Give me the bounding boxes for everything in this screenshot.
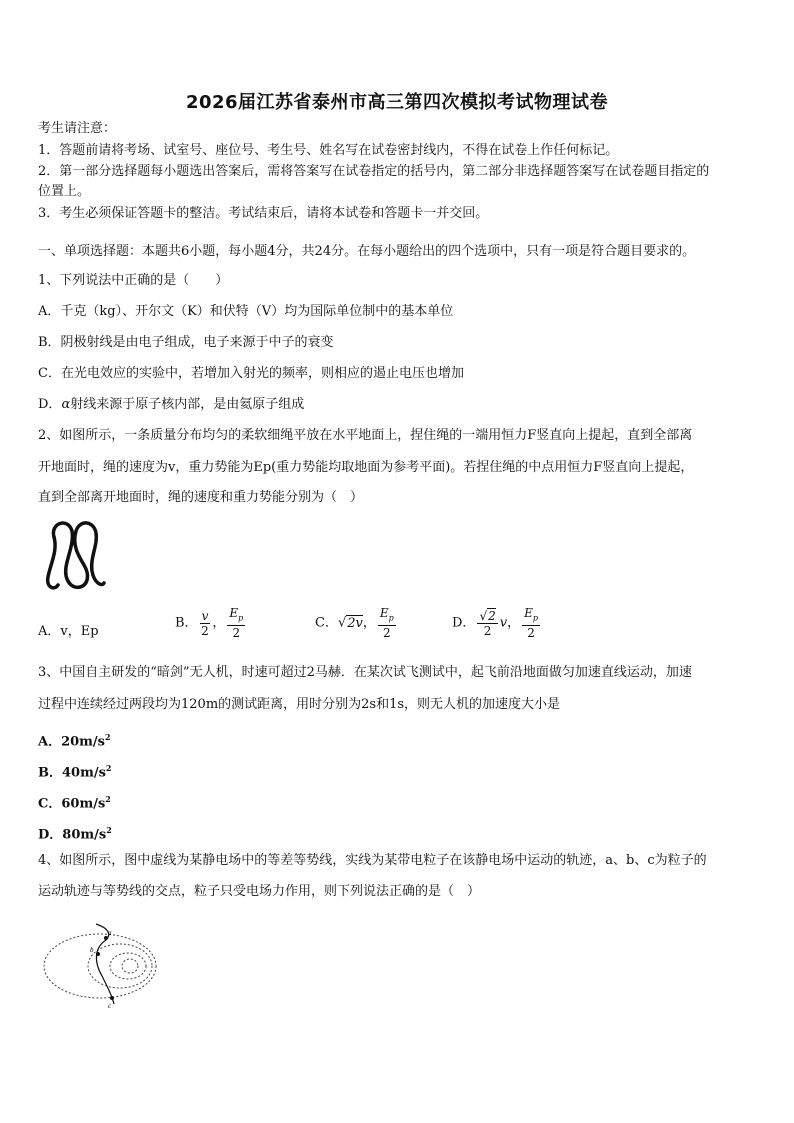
q2-option-b: B． $\frac{v}{2}$ ， $\frac{E_p}{2}$: [175, 606, 244, 641]
q2-option-d: D． $\frac{√2}{2}$ v， $\frac{E_p}{2}$: [452, 606, 538, 641]
fraction-ep-over-2: $\frac{E_p}{2}$: [229, 606, 244, 641]
q1-option-c: C．在光电效应的实验中，若增加入射光的频率，则相应的遏止电压也增加: [38, 366, 464, 381]
q1-option-a: A．千克（kg）、开尔文（K）和伏特（V）均为国际单位制中的基本单位: [38, 304, 454, 319]
fraction-ep-over-2: $\frac{E_p}{2}$: [379, 606, 394, 641]
q2-b-label: B．: [175, 615, 198, 631]
q3-option-c: C．$60m/s^2$: [38, 794, 111, 812]
fraction-v-over-2: $\frac{v}{2}$: [201, 608, 209, 638]
label-a: a: [108, 929, 112, 937]
notice-item-3: 3．考生必须保证答题卡的整洁。考试结束后，请将本试卷和答题卡一并交回。: [38, 206, 489, 221]
sqrt-2v: 2v: [347, 615, 363, 631]
q4-line-1: 4、如图所示，图中虚线为某静电场中的等差等势线，实线为某带电粒子在该静电场中运动的轨迹，a、b、c为粒子的: [38, 853, 707, 868]
q2-d-label: D．: [452, 615, 476, 631]
q1-option-b: B．阴极射线是由电子组成，电子来源于中子的衰变: [38, 335, 334, 350]
notice-item-2: 2．第一部分选择题每小题选出答案后，需将答案写在试卷指定的括号内，第二部分非选择题答案写在试卷题目指定的: [38, 164, 710, 179]
alpha-symbol: α: [61, 397, 71, 412]
q3-line-2: 过程中连续经过两段均为120m的测试距离，用时分别为2s和1s，则无人机的加速度大小是: [38, 697, 561, 712]
notice-item-2-cont: 位置上。: [38, 184, 91, 199]
equipotential-figure: [38, 918, 163, 1008]
q2-line-3: 直到全部离开地面时，绳的速度和重力势能分别为（ ）: [38, 490, 364, 505]
q3-option-a: A．$20m/s^2$: [38, 732, 111, 750]
q2-option-c: C．√2v， $\frac{E_p}{2}$: [315, 606, 394, 641]
q3-option-b: B．$40m/s^2$: [38, 763, 112, 781]
q1-stem: 1、下列说法中正确的是（ ）: [38, 273, 229, 288]
fraction-sqrt2-over-2: $\frac{√2}{2}$: [479, 609, 496, 639]
point-c: [110, 996, 114, 1000]
q1-d-prefix: D．: [38, 397, 62, 412]
page-title: 2026届江苏省泰州市高三第四次模拟考试物理试卷: [185, 92, 609, 113]
q3-line-1: 3、中国自主研发的“暗剑”无人机，时速可超过2马赫．在某次试飞测试中，起飞前沿地面做匀加速直线运动，加速: [38, 665, 692, 680]
q2-c-label: C．: [315, 615, 338, 631]
point-b: [96, 952, 100, 956]
q4-line-2: 运动轨迹与等势线的交点，粒子只受电场力作用，则下列说法正确的是（ ）: [38, 884, 481, 899]
q2-option-a: A．v，Ep: [38, 624, 99, 639]
q1-d-text: 射线来源于原子核内部，是由氦原子组成: [70, 397, 305, 412]
rope-figure: [40, 515, 112, 595]
notice-item-1: 1．答题前请将考场、试室号、座位号、考生号、姓名写在试卷密封线内，不得在试卷上作任何标记。: [38, 143, 619, 158]
q3-option-d: D．$80m/s^2$: [38, 825, 112, 843]
label-c: c: [108, 1002, 112, 1008]
label-b: b: [90, 946, 94, 954]
fraction-ep-over-2: $\frac{E_p}{2}$: [524, 606, 538, 641]
section-heading: 一、单项选择题：本题共6小题，每小题4分，共24分。在每小题给出的四个选项中，只有一项是符合题目要求的。: [38, 244, 696, 259]
q1-option-d: [38, 396, 304, 414]
notice-heading: 考生请注意：: [38, 121, 117, 136]
q2-line-2: 开地面时，绳的速度为v，重力势能为Ep(重力势能均取地面为参考平面)。若捏住绳的中点用恒力F竖直向上提起，: [38, 460, 694, 475]
q2-line-1: 2、如图所示，一条质量分布均匀的柔软细绳平放在水平地面上，捏住绳的一端用恒力F竖直向上提起，直到全部离: [38, 428, 693, 443]
